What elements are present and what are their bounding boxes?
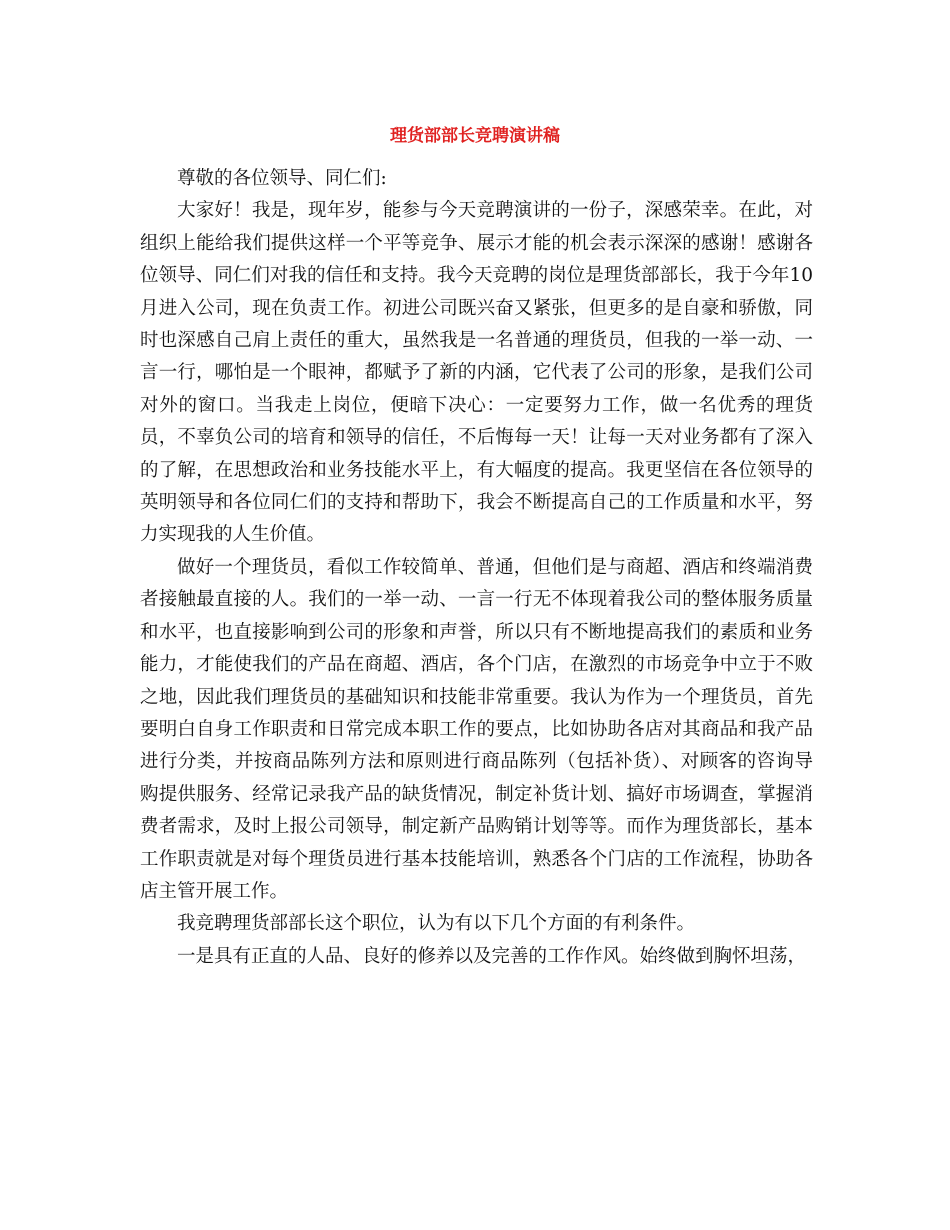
salutation-paragraph: 尊敬的各位领导、同仁们:	[177, 168, 387, 189]
body-paragraph: 大家好！我是，现年岁，能参与今天竞聘演讲的一份子，深感荣幸。在此，对组织上能给我们提供这样一个平等竞争、展示才能的机会表示深深的感谢！感谢各位领导、同仁们对我的信任和支持。我今天竞聘的岗位是理货部部长，我于今年10月进入公司，现在负责工作。初进公司既兴奋又紧张，但更多的是自豪和骄傲，同时也深感自己肩上责任的重大，虽然我是一名普通的理货员，但我的一举一动、一言一行，哪怕是一个眼神，都赋予了新的内涵，它代表了公司的形象，是我们公司对外的窗口。当我走上岗位，便暗下决心：一定要努力工作，做一名优秀的理货员，不辜负公司的培育和领导的信任，不后悔每一天！让每一天对业务都有了深入的了解，在思想政治和业务技能水平上，有大幅度的提高。我更坚信在各位领导的英明领导和各位同仁们的支持和帮助下，我会不断提高自己的工作质量和水平，努力实现我的人生价值。	[140, 200, 813, 546]
document-body	[140, 163, 813, 973]
body-paragraph: 做好一个理货员，看似工作较简单、普通，但他们是与商超、酒店和终端消费者接触最直接的人。我们的一举一动、一言一行无不体现着我公司的整体服务质量和水平，也直接影响到公司的形象和声誉，所以只有不断地提高我们的素质和业务能力，才能使我们的产品在商超、酒店，各个门店，在激烈的市场竞争中立于不败之地，因此我们理货员的基础知识和技能非常重要。我认为作为一个理货员，首先要明白自身工作职责和日常完成本职工作的要点，比如协助各店对其商品和我产品进行分类，并按商品陈列方法和原则进行商品陈列（包括补货）、对顾客的咨询导购提供服务、经常记录我产品的缺货情况，制定补货计划、搞好市场调查，掌握消费者需求，及时上报公司领导，制定新产品购销计划等等。而作为理货部长，基本工作职责就是对每个理货员进行基本技能培训，熟悉各个门店的工作流程，协助各店主管开展工作。	[140, 556, 813, 902]
body-paragraph: 我竞聘理货部部长这个职位，认为有以下几个方面的有利条件。	[177, 913, 696, 935]
document-title: 理货部部长竞聘演讲稿	[390, 126, 560, 146]
body-paragraph: 一是具有正直的人品、良好的修养以及完善的工作作风。始终做到胸怀坦荡，	[177, 945, 807, 967]
